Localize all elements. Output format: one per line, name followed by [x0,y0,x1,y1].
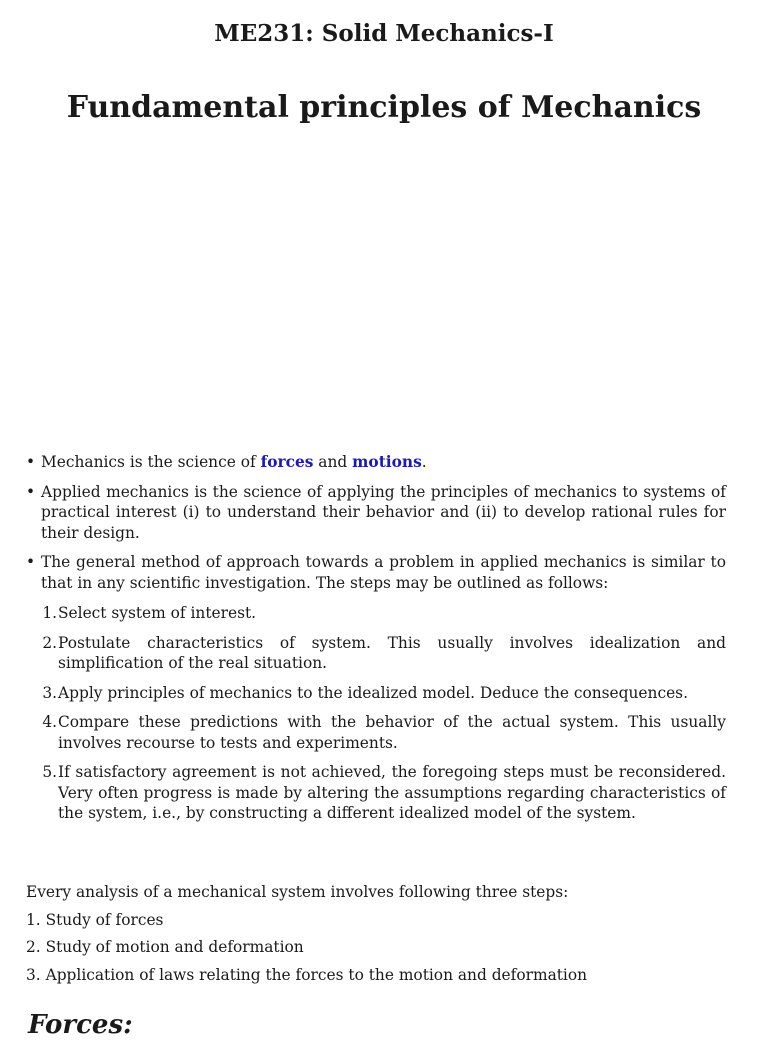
list-item [26,633,726,674]
step-text: If satisfactory agreement is not achieved, the foregoing steps must be reconsidered. Very often progress is made by altering the assumptions regarding characteristics of the system, i.e., by constructing a different idealized model of the system. [58,763,726,822]
list-item [26,603,726,624]
step-text: Apply principles of mechanics to the idealized model. Deduce the consequences. [58,683,688,702]
bullet-text: The general method of approach towards a problem in applied mechanics is similar to that in any scientific investigation. The steps may be outlined as follows: [41,553,726,592]
bullet-mechanics-definition [26,452,726,473]
principles-list [26,452,726,833]
list-item [26,712,726,753]
step-number: 2. [42,633,57,652]
step-number: 5. [42,763,57,781]
bullet-text: Mechanics is the science of [41,453,261,471]
list-item [26,683,726,704]
course-title: ME231: Solid Mechanics-I [214,20,554,47]
step-text: Select system of interest. [58,604,257,622]
keyword-forces: forces [260,453,314,471]
list-item [26,762,726,824]
step-number: 4. [42,713,57,731]
page-title: Fundamental principles of Mechanics [66,90,702,125]
list-item: 1. Study of forces [26,910,164,929]
analysis-intro: Every analysis of a mechanical system involves following three steps: [26,883,569,901]
step-number: 3. [42,683,57,702]
keyword-motions: motions [352,453,422,471]
analysis-section [26,882,726,992]
step-number: 1. [42,604,57,622]
bullet-general-method [26,552,726,824]
bullet-applied-mechanics [26,482,726,544]
step-text: Compare these predictions with the behavior of the actual system. This usually involves recourse to tests and experiments. [58,713,726,752]
list-item: 2. Study of motion and deformation [26,938,304,956]
method-steps-list [26,603,726,824]
bullet-text: . [421,453,427,471]
step-text: Postulate characteristics of system. This usually involves idealization and simplification of the real situation. [58,633,726,672]
bullet-text: Applied mechanics is the science of applying the principles of mechanics to systems of practical interest (i) to understand their behavior and (ii) to develop rational rules for their design. [41,482,726,542]
list-item: 3. Application of laws relating the forces to the motion and deformation [26,965,588,984]
section-heading-forces: Forces: [28,1010,133,1040]
bullet-text: and [313,453,353,471]
